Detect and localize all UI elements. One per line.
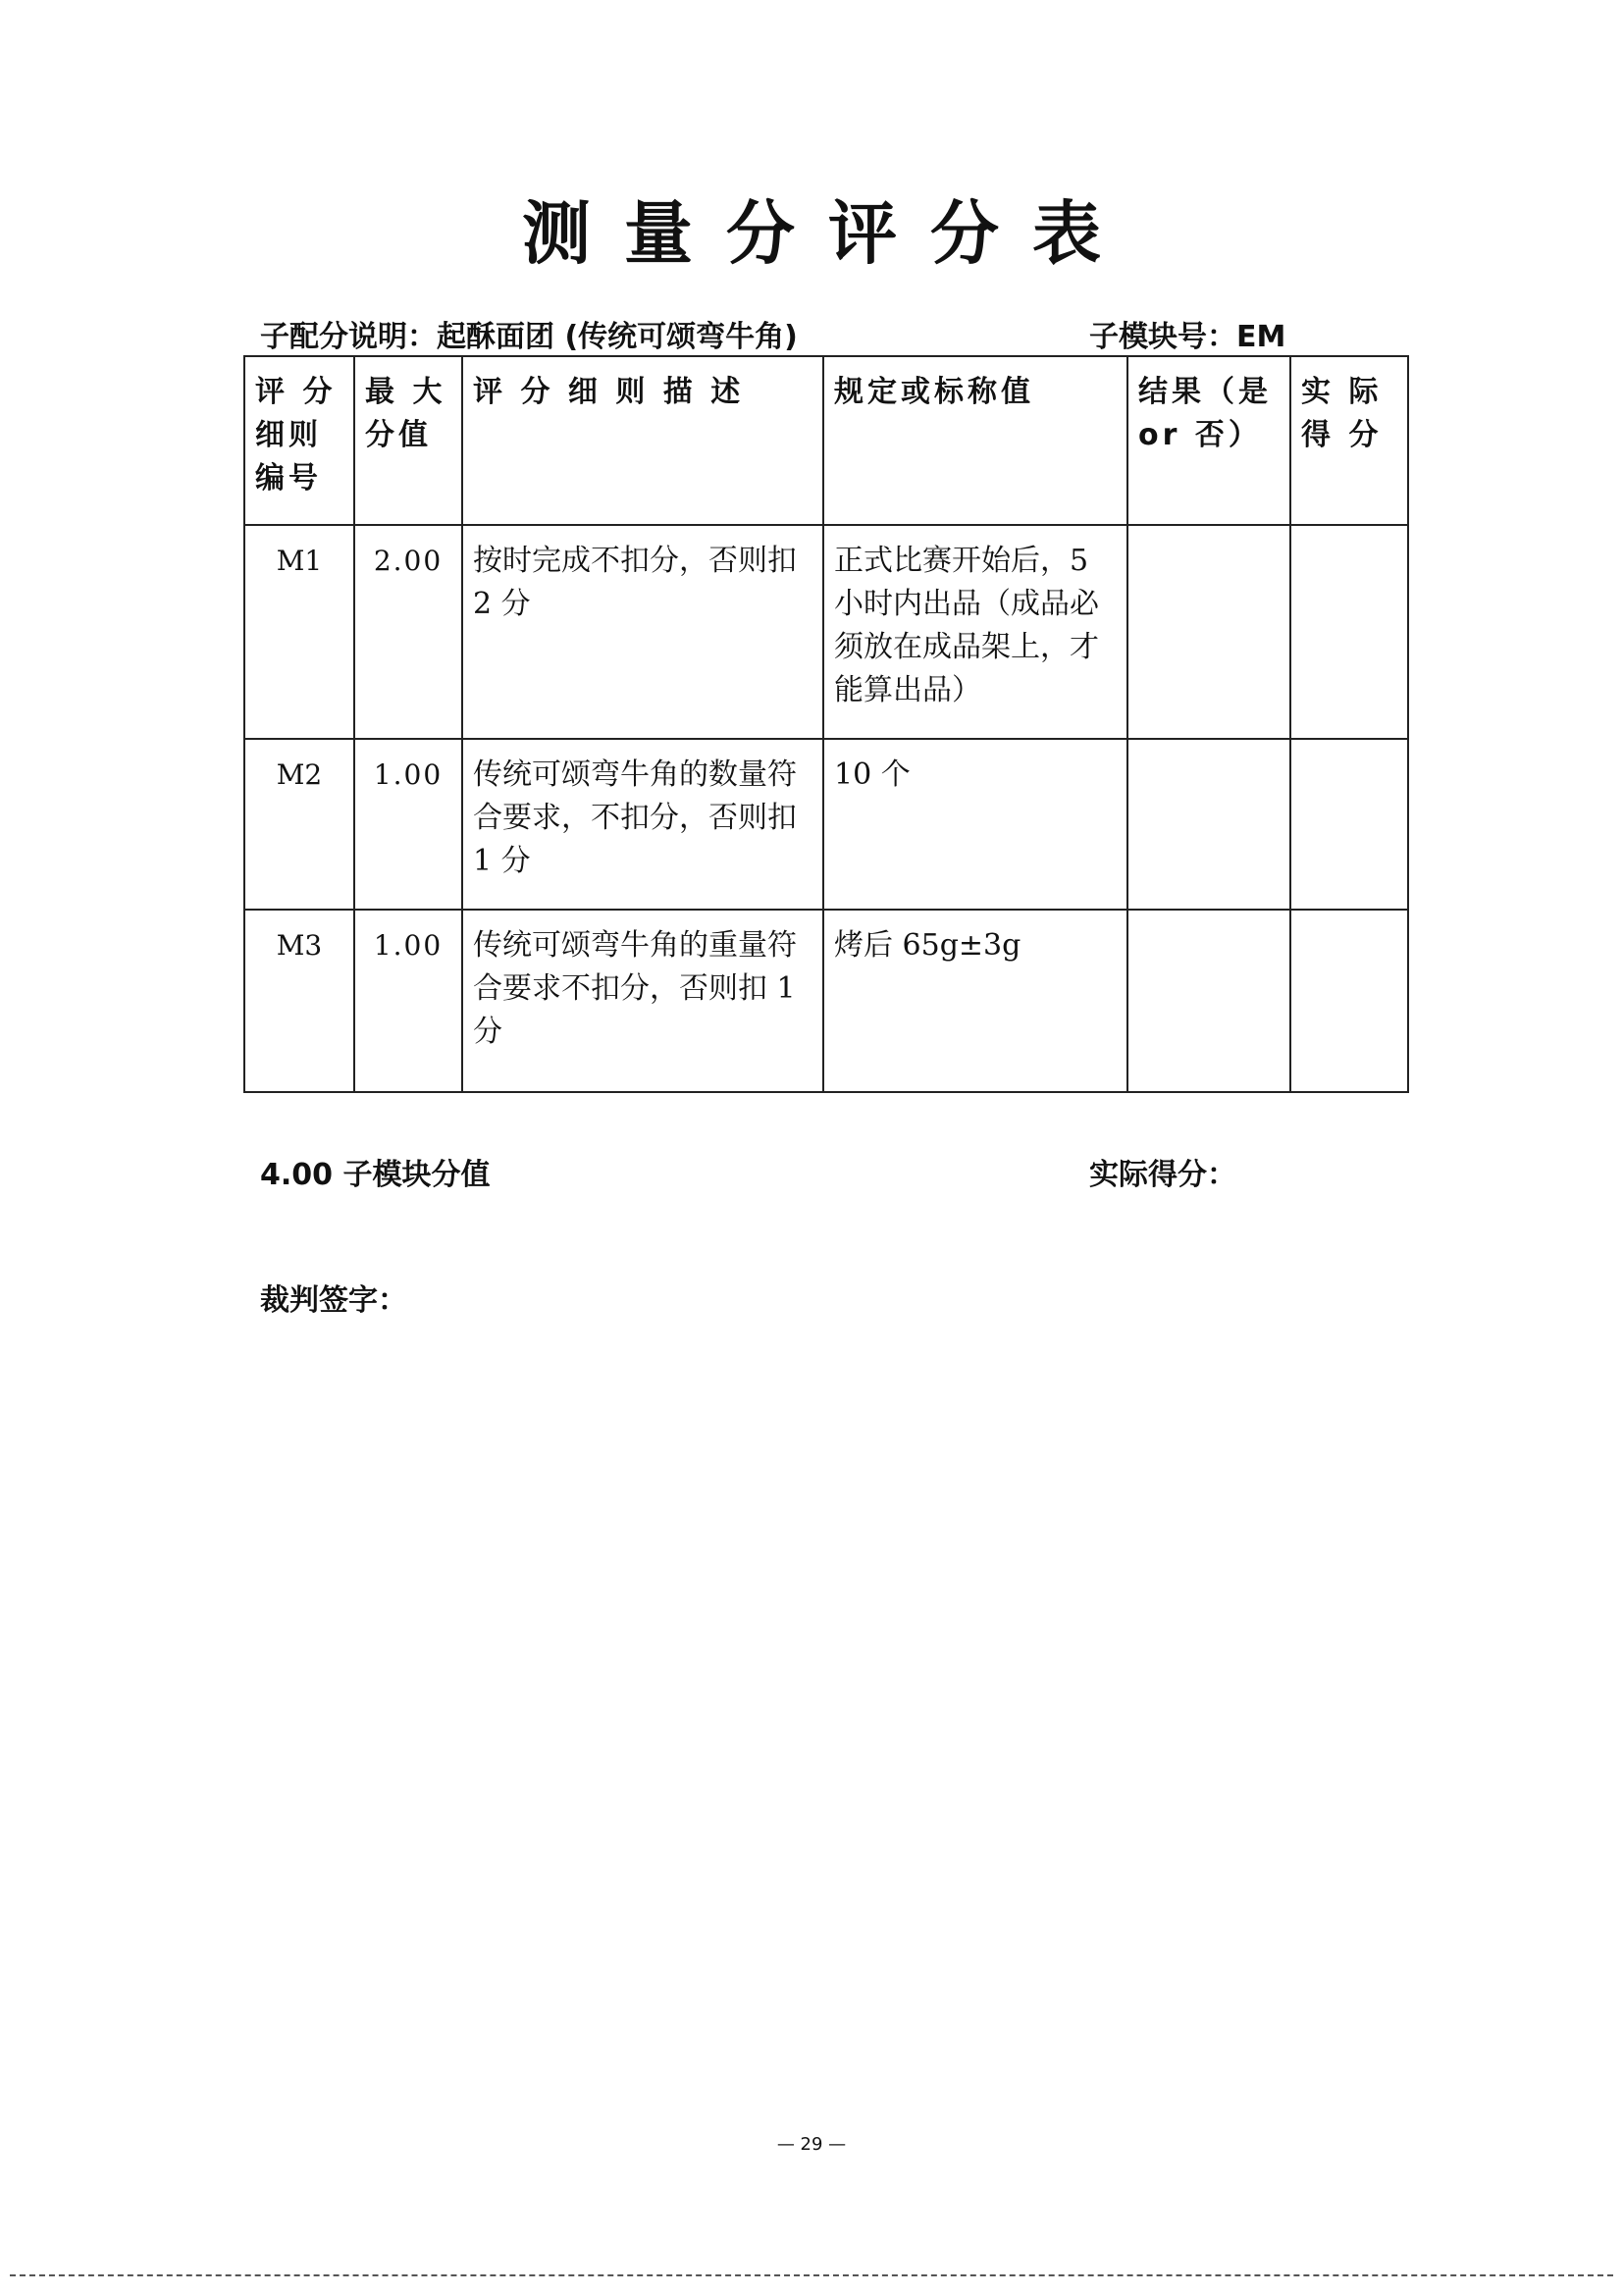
actual-score-cell[interactable]	[1290, 739, 1408, 910]
judge-signature-label: 裁判签字：	[260, 1283, 407, 1318]
sub-config-description: 子配分说明：起酥面团 (传统可颂弯牛角)	[260, 320, 798, 354]
table-header-row	[244, 356, 1408, 525]
max-score: 2.00	[354, 525, 462, 739]
result-cell[interactable]	[1127, 910, 1290, 1092]
header-max-score: 最 大 分值	[354, 356, 462, 525]
header-rule-description: 评 分 细 则 描 述	[462, 356, 823, 525]
sub-module-value: 4.00 子模块分值	[260, 1158, 491, 1192]
rule-description: 传统可颂弯牛角的数量符合要求，不扣分，否则扣 1 分	[462, 739, 823, 910]
actual-score-cell[interactable]	[1290, 525, 1408, 739]
page-title: 测量分评分表	[522, 193, 1134, 274]
page-number: — 29 —	[776, 2134, 847, 2155]
table-row	[244, 910, 1408, 1092]
rule-code: M1	[244, 525, 354, 739]
rule-code: M2	[244, 739, 354, 910]
result-cell[interactable]	[1127, 739, 1290, 910]
spec-value: 烤后 65g±3g	[823, 910, 1127, 1092]
rule-description: 传统可颂弯牛角的重量符合要求不扣分，否则扣 1 分	[462, 910, 823, 1092]
actual-score-cell[interactable]	[1290, 910, 1408, 1092]
header-rule-code: 评 分 细则 编号	[244, 356, 354, 525]
max-score: 1.00	[354, 910, 462, 1092]
spec-value: 10 个	[823, 739, 1127, 910]
rule-description: 按时完成不扣分，否则扣 2 分	[462, 525, 823, 739]
table-row	[244, 739, 1408, 910]
table-row	[244, 525, 1408, 739]
bottom-divider	[10, 2274, 1613, 2276]
actual-score-label: 实际得分：	[1089, 1158, 1236, 1192]
header-actual-score: 实 际 得 分	[1290, 356, 1408, 525]
header-result: 结果（是 or 否）	[1127, 356, 1290, 525]
sub-module-number: 子模块号：EM	[1089, 320, 1286, 354]
scoring-table	[243, 355, 1409, 1093]
result-cell[interactable]	[1127, 525, 1290, 739]
max-score: 1.00	[354, 739, 462, 910]
rule-code: M3	[244, 910, 354, 1092]
header-spec-value: 规定或标称值	[823, 356, 1127, 525]
spec-value: 正式比赛开始后，5 小时内出品（成品必须放在成品架上，才能算出品）	[823, 525, 1127, 739]
